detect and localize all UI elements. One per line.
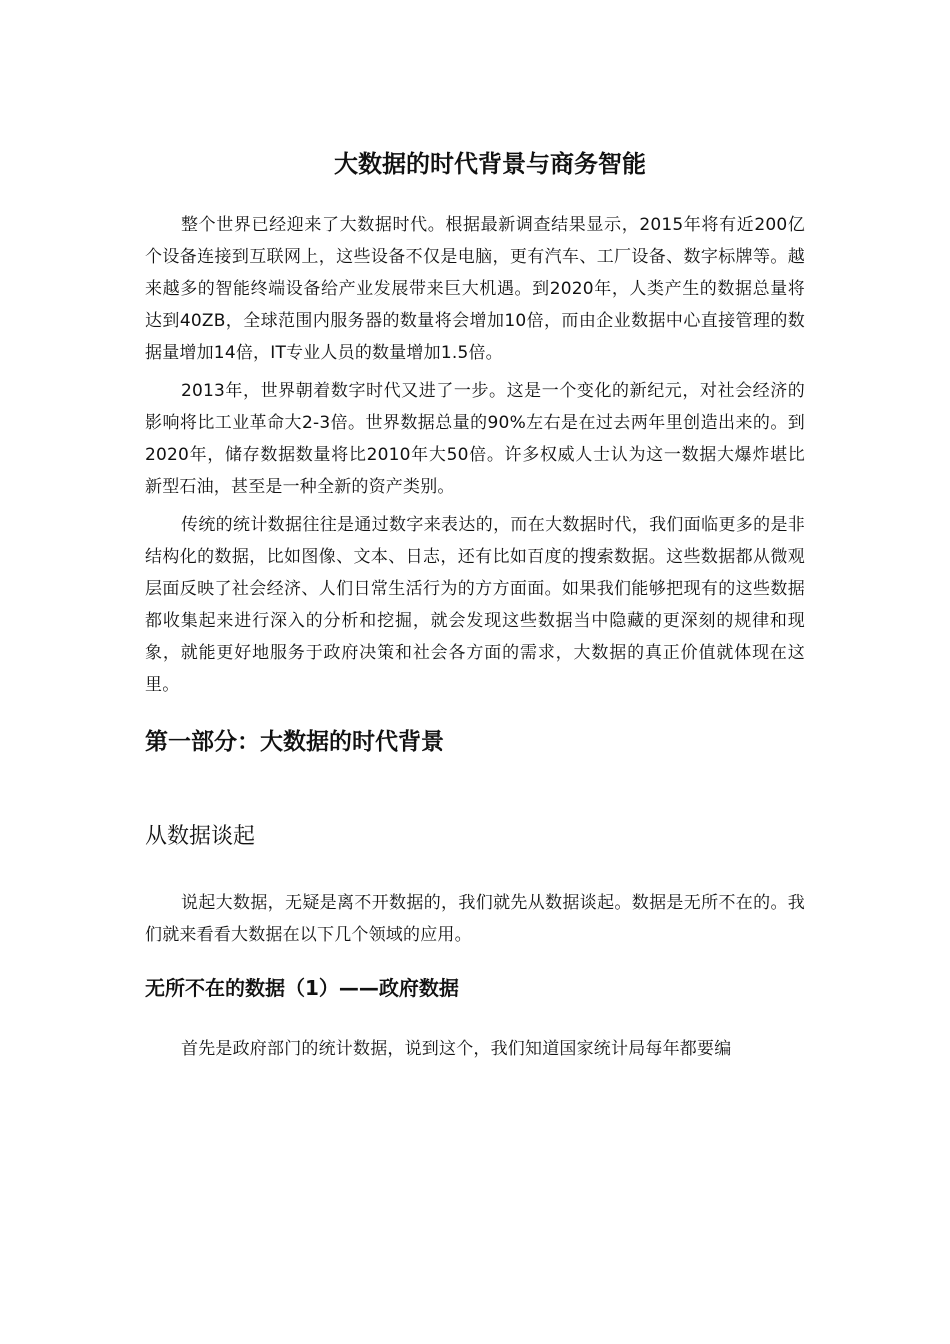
intro-paragraph-1: 整个世界已经迎来了大数据时代。根据最新调查结果显示，2015年将有近200亿个设备连接到互联网上，这些设备不仅是电脑，更有汽车、工厂设备、数字标牌等。越来越多的智能终端设备给产业发展带来巨大机遇。到2020年，人类产生的数据总量将达到40ZB，全球范围内服务器的数量将会增加10倍，而由企业数据中心直接管理的数据量增加14倍，IT专业人员的数量增加1.5倍。	[145, 215, 805, 363]
part1-heading: 第一部分：大数据的时代背景	[145, 729, 444, 755]
intro-paragraph-2: 2013年，世界朝着数字时代又进了一步。这是一个变化的新纪元，对社会经济的影响将比工业革命大2-3倍。世界数据总量的90%左右是在过去两年里创造出来的。到2020年，储存数据数量将比2010年大50倍。许多权威人士认为这一数据大爆炸堪比新型石油，甚至是一种全新的资产类别。	[145, 381, 805, 497]
document-body	[145, 147, 805, 1065]
intro-paragraph-3: 传统的统计数据往往是通过数字来表达的，而在大数据时代，我们面临更多的是非结构化的数据，比如图像、文本、日志，还有比如百度的搜索数据。这些数据都从微观层面反映了社会经济、人们日常生活行为的方方面面。如果我们能够把现有的这些数据都收集起来进行深入的分析和挖掘，就会发现这些数据当中隐藏的更深刻的规律和现象，就能更好地服务于政府决策和社会各方面的需求，大数据的真正价值就体现在这里。	[145, 515, 805, 695]
section-heading: 从数据谈起	[145, 824, 256, 849]
document-title: 大数据的时代背景与商务智能	[334, 150, 646, 178]
section-paragraph: 说起大数据，无疑是离不开数据的，我们就先从数据谈起。数据是无所不在的。我们就来看看大数据在以下几个领域的应用。	[145, 893, 805, 945]
subsection-paragraph: 首先是政府部门的统计数据，说到这个，我们知道国家统计局每年都要编	[181, 1039, 732, 1059]
subsection-heading: 无所不在的数据（1）——政府数据	[145, 976, 459, 1000]
